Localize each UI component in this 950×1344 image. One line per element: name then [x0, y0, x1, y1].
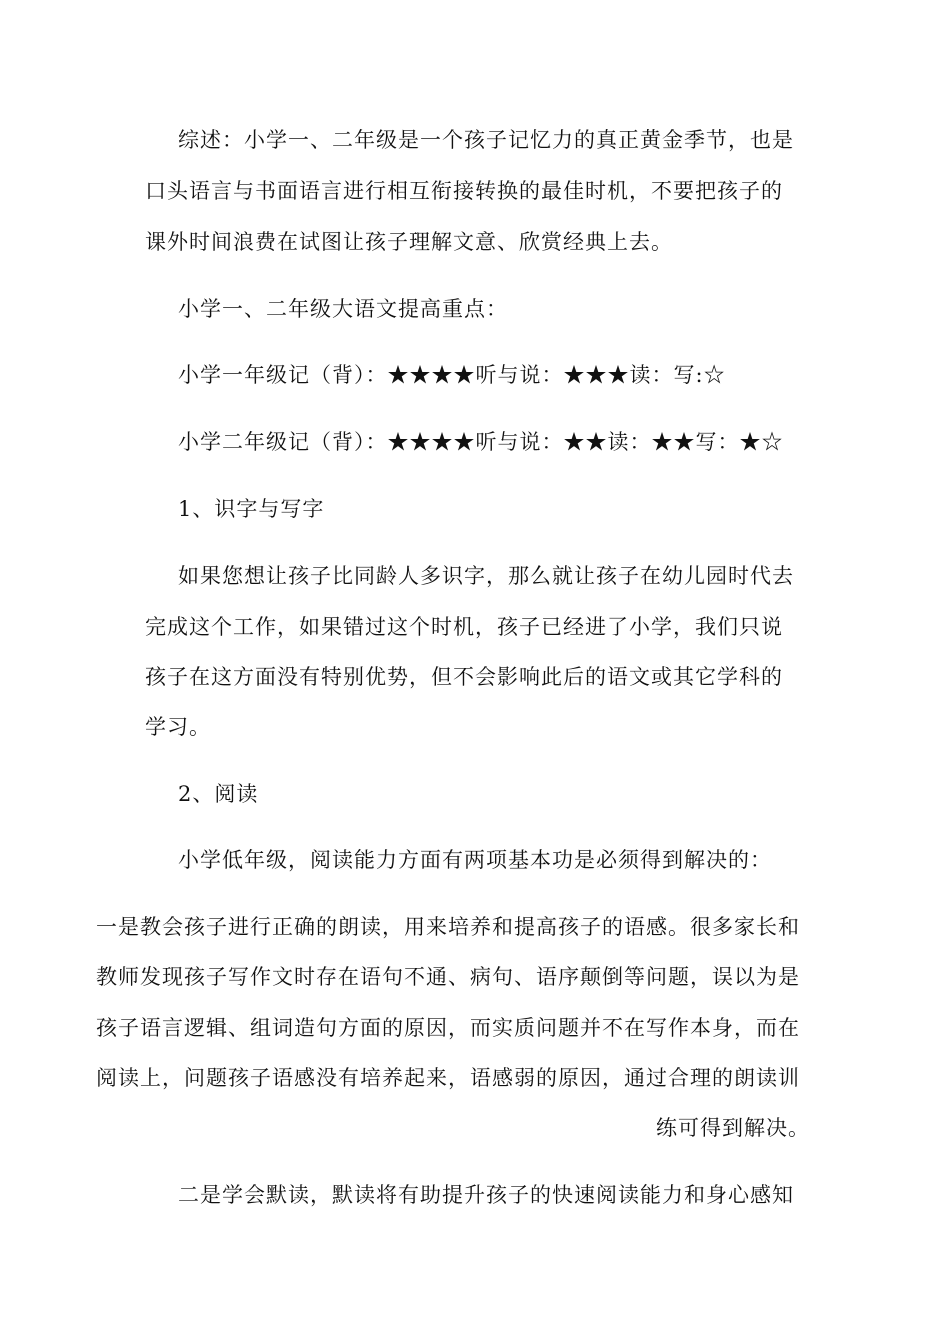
- point2-line-1: 二是学会默读，默读将有助提升孩子的快速阅读能力和身心感知: [178, 1183, 794, 1207]
- section1-title: 1、识字与写字: [178, 497, 325, 521]
- section1-line-3: 孩子在这方面没有特别优势，但不会影响此后的语文或其它学科的: [145, 665, 783, 689]
- point1-line-5: 练可得到解决。: [656, 1116, 810, 1140]
- section1-line-2: 完成这个工作，如果错过这个时机，孩子已经进了小学，我们只说: [145, 615, 783, 639]
- intro-line-3: 课外时间浪费在试图让孩子理解文意、欣赏经典上去。: [145, 230, 673, 254]
- section2-intro: 小学低年级，阅读能力方面有两项基本功是必须得到解决的：: [178, 848, 772, 872]
- focus-heading: 小学一、二年级大语文提高重点：: [178, 297, 508, 321]
- point1-line-1: 一是教会孩子进行正确的朗读，用来培养和提高孩子的语感。很多家长和: [96, 915, 800, 939]
- intro-line-2: 口头语言与书面语言进行相互衔接转换的最佳时机，不要把孩子的: [145, 179, 783, 203]
- section1-line-1: 如果您想让孩子比同龄人多识字，那么就让孩子在幼儿园时代去: [178, 564, 794, 588]
- point1-line-3: 孩子语言逻辑、组词造句方面的原因，而实质问题并不在写作本身，而在: [96, 1016, 800, 1040]
- grade2-rating: 小学二年级记（背）：★★★★听与说：★★读：★★写：★☆: [178, 430, 784, 454]
- section2-title: 2、阅读: [178, 782, 259, 806]
- section1-line-4: 学习。: [145, 715, 211, 739]
- point1-line-4: 阅读上，问题孩子语感没有培养起来，语感弱的原因，通过合理的朗读训: [96, 1066, 800, 1090]
- grade1-rating: 小学一年级记（背）：★★★★听与说：★★★读：写:☆: [178, 363, 726, 387]
- point1-line-2: 教师发现孩子写作文时存在语句不通、病句、语序颠倒等问题，误以为是: [96, 965, 800, 989]
- intro-line-1: 综述：小学一、二年级是一个孩子记忆力的真正黄金季节，也是: [178, 128, 794, 152]
